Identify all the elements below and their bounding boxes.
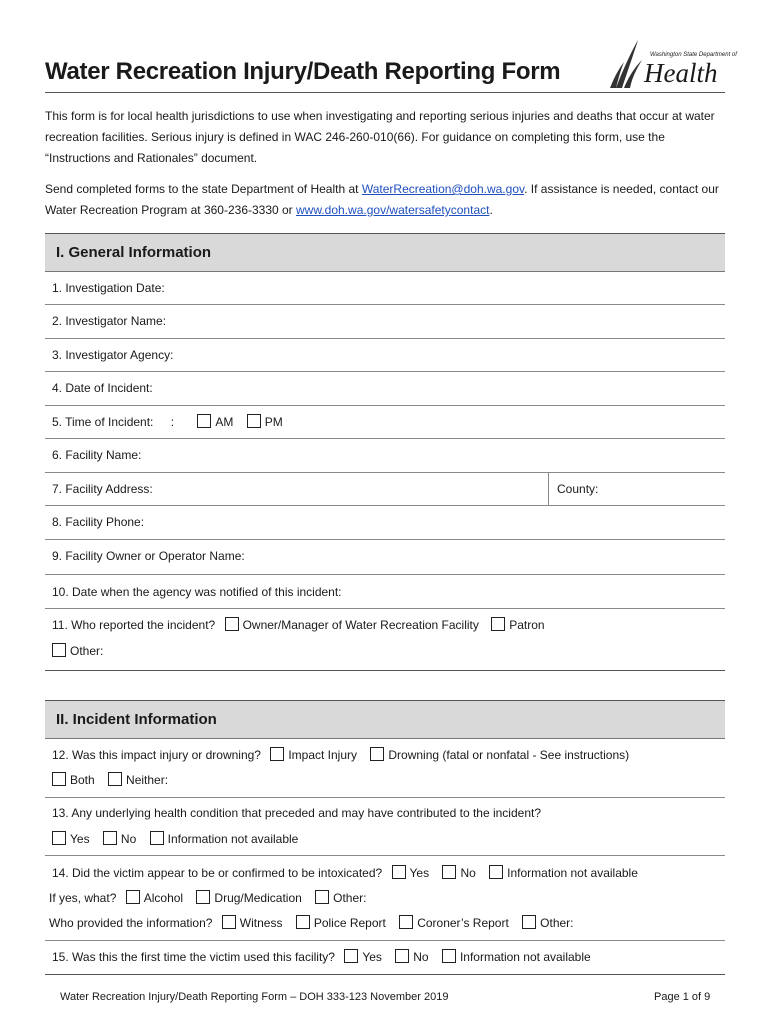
agency-notified-row[interactable] [45, 575, 725, 609]
time-line [52, 414, 283, 429]
facility-owner-row[interactable] [45, 540, 725, 575]
witness-label: Witness [239, 916, 283, 930]
neither-label: Neither: [126, 773, 169, 787]
other-reporter-label: Other: [70, 644, 104, 658]
page-title: Water Recreation Injury/Death Reporting Form [45, 58, 561, 85]
who-reported-line [52, 617, 545, 632]
pm-label: PM [264, 415, 283, 429]
witness-checkbox[interactable] [222, 915, 236, 929]
facility-name-row[interactable] [45, 439, 725, 473]
who-provided-label: Who provided the information? [49, 916, 213, 930]
not-available-label: Information not available [167, 832, 299, 846]
field-label: 8. Facility Phone: [52, 515, 145, 529]
no-checkbox[interactable] [395, 949, 409, 963]
other-source-checkbox[interactable] [522, 915, 536, 929]
not-available-checkbox[interactable] [442, 949, 456, 963]
yes-checkbox[interactable] [52, 831, 66, 845]
field-label: 9. Facility Owner or Operator Name: [52, 549, 245, 563]
other-substance-label: Other: [333, 891, 367, 905]
footer-form-id: Water Recreation Injury/Death Reporting Form – DOH 333-123 November 2019 [60, 991, 449, 1003]
impact-injury-label: Impact Injury [288, 748, 358, 762]
first-time-row [45, 941, 725, 974]
county-label: County: [557, 482, 599, 496]
intro-paragraph: This form is for local health jurisdictions to use when investigating and reporting serious injuries and deaths that occur at water recreation facilities. Serious injury is defined in WAC 246-260-010(66). For guidance on completing this form, use the “Instructions and Rationales” document. [45, 109, 715, 165]
facility-phone-row[interactable] [45, 506, 725, 540]
who-reported-row [45, 609, 725, 670]
logo-department-text: Washington State Department of [650, 52, 737, 58]
other-source-label: Other: [540, 916, 574, 930]
field-label: 13. Any underlying health condition that preceded and may have contributed to the incident? [52, 806, 542, 820]
field-label: 14. Did the victim appear to be or confirmed to be intoxicated? [52, 866, 383, 880]
patron-label: Patron [509, 618, 545, 632]
section-heading: II. Incident Information [45, 701, 725, 739]
coroner-report-label: Coroner’s Report [417, 916, 509, 930]
no-label: No [460, 866, 476, 880]
field-label: 7. Facility Address: [52, 482, 153, 496]
no-checkbox[interactable] [103, 831, 117, 845]
impact-injury-checkbox[interactable] [270, 747, 284, 761]
other-reporter-checkbox[interactable] [52, 643, 66, 657]
time-colon: : [170, 415, 175, 429]
general-information-section [45, 233, 725, 671]
q14-ifyes-line [49, 890, 367, 905]
both-label: Both [70, 773, 95, 787]
yes-checkbox[interactable] [392, 865, 406, 879]
q15-line [52, 949, 591, 964]
logo-health-text: Health [644, 58, 718, 88]
field-label: 10. Date when the agency was notified of this incident: [52, 585, 342, 599]
field-label: 11. Who reported the incident? [52, 618, 216, 632]
field-label: 2. Investigator Name: [52, 314, 167, 328]
facility-address-row[interactable] [45, 473, 725, 506]
contact-text-1: Send completed forms to the state Department of Health at [45, 182, 362, 196]
footer-page-number: Page 1 of 9 [654, 991, 711, 1003]
grass-logo-icon [608, 36, 648, 92]
field-label: 5. Time of Incident: [52, 415, 154, 429]
column-divider [548, 473, 549, 505]
if-yes-label: If yes, what? [49, 891, 117, 905]
incident-information-section [45, 700, 725, 975]
contact-text-2: . If assistance is needed, contact our Water Recreation Program at 360-236-3330 or [45, 182, 719, 217]
no-label: No [413, 950, 429, 964]
drowning-label: Drowning (fatal or nonfatal - See instructions) [388, 748, 630, 762]
contact-url-link[interactable]: www.doh.wa.gov/watersafetycontact [296, 203, 490, 217]
both-checkbox[interactable] [52, 772, 66, 786]
neither-checkbox[interactable] [108, 772, 122, 786]
investigator-agency-row[interactable] [45, 339, 725, 372]
field-label: 6. Facility Name: [52, 448, 142, 462]
no-label: No [120, 832, 137, 846]
coroner-report-checkbox[interactable] [399, 915, 413, 929]
owner-manager-label: Owner/Manager of Water Recreation Facility [242, 618, 479, 632]
email-link[interactable]: WaterRecreation@doh.wa.gov [361, 182, 525, 196]
q14-line [52, 865, 638, 880]
pm-checkbox[interactable] [247, 414, 261, 428]
contact-paragraph [45, 179, 729, 221]
field-label: 1. Investigation Date: [52, 281, 165, 295]
q12-line [52, 747, 629, 762]
yes-label: Yes [70, 832, 90, 846]
yes-label: Yes [362, 950, 382, 964]
drug-checkbox[interactable] [196, 890, 210, 904]
health-condition-row [45, 798, 725, 856]
field-label: 4. Date of Incident: [52, 381, 153, 395]
q14-who-line [49, 915, 574, 930]
q12-line-2 [52, 772, 168, 787]
impact-drowning-row [45, 739, 725, 798]
police-report-label: Police Report [313, 916, 386, 930]
yes-checkbox[interactable] [344, 949, 358, 963]
incident-date-row[interactable] [45, 372, 725, 406]
title-divider [45, 92, 725, 93]
alcohol-checkbox[interactable] [126, 890, 140, 904]
no-checkbox[interactable] [442, 865, 456, 879]
doh-logo [608, 36, 737, 92]
not-available-label: Information not available [507, 866, 638, 880]
investigation-date-row[interactable] [45, 272, 725, 305]
field-label: 15. Was this the first time the victim used this facility? [52, 950, 335, 964]
patron-checkbox[interactable] [491, 617, 505, 631]
intoxicated-row [45, 856, 725, 941]
police-report-checkbox[interactable] [296, 915, 310, 929]
q13-options [52, 831, 298, 846]
contact-text-3: . [489, 203, 493, 217]
field-label: 3. Investigator Agency: [52, 348, 174, 362]
not-available-checkbox[interactable] [150, 831, 164, 845]
drowning-checkbox[interactable] [370, 747, 384, 761]
not-available-checkbox[interactable] [489, 865, 503, 879]
incident-time-row[interactable] [45, 406, 725, 439]
am-checkbox[interactable] [197, 414, 211, 428]
not-available-label: Information not available [459, 950, 591, 964]
am-label: AM [215, 415, 234, 429]
section-heading: I. General Information [45, 234, 725, 272]
investigator-name-row[interactable] [45, 305, 725, 339]
other-line [52, 643, 103, 658]
drug-label: Drug/Medication [214, 891, 302, 905]
other-substance-checkbox[interactable] [315, 890, 329, 904]
owner-manager-checkbox[interactable] [225, 617, 239, 631]
alcohol-label: Alcohol [143, 891, 184, 905]
yes-label: Yes [409, 866, 430, 880]
field-label: 12. Was this impact injury or drowning? [52, 748, 261, 762]
